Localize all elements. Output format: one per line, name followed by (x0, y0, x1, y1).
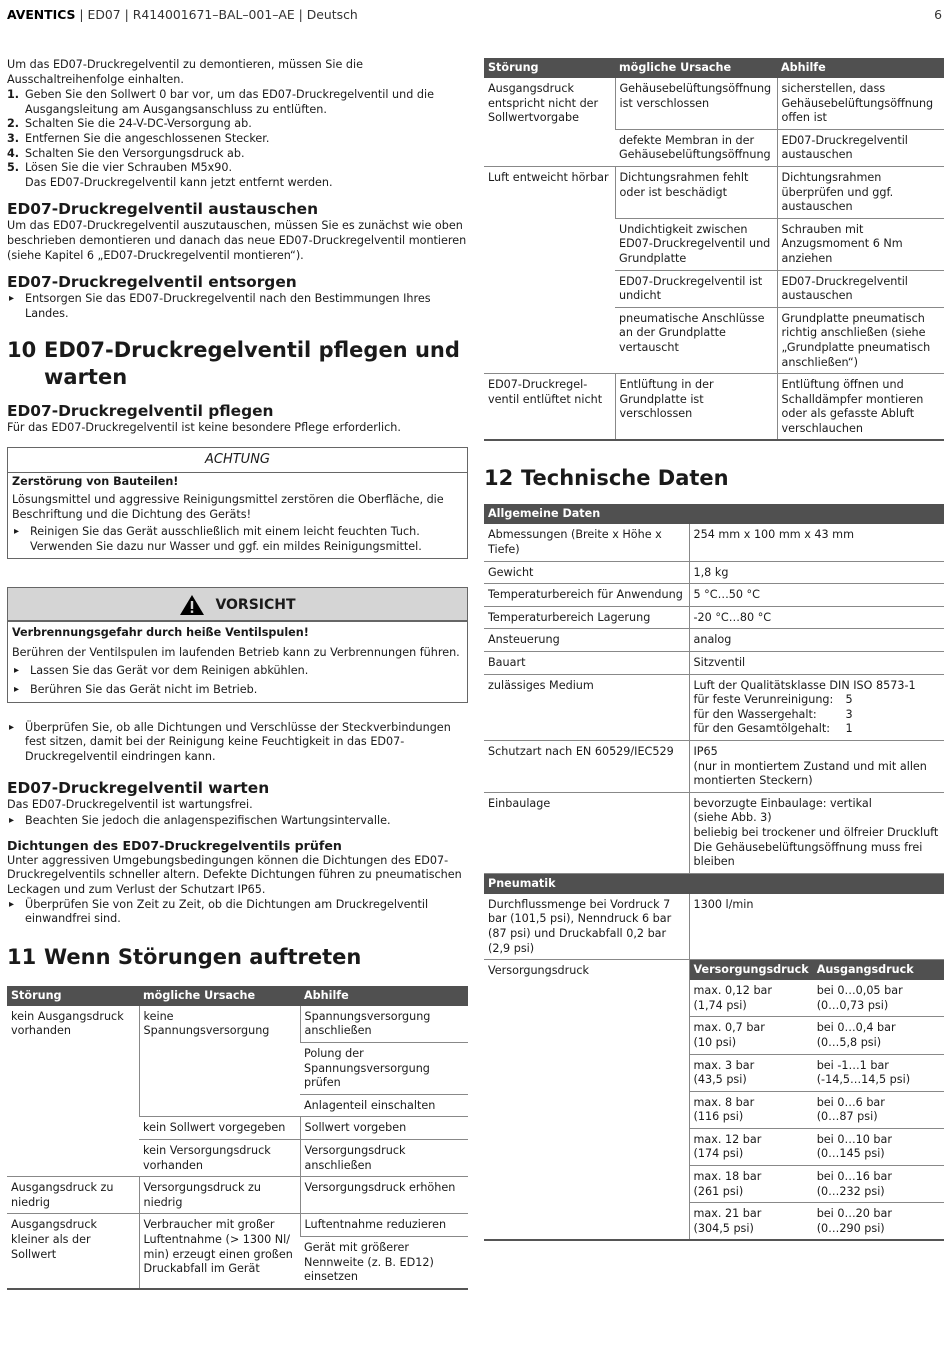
table-row (484, 166, 944, 218)
spec-value: 254 mm x 100 mm x 43 mm (689, 524, 944, 561)
col-header-fault: Störung (484, 58, 615, 78)
remedy-cell: Versorgungsdruck anschließen (300, 1139, 468, 1176)
general-data-heading: Allgemeine Daten (484, 504, 944, 524)
pressure-row: max. 0,12 bar (1,74 psi) bei 0…0,05 bar (0…0,73 psi) (484, 980, 944, 1017)
cause-cell: pneumatische Anschlüsse an der Grundplatte vertauscht (615, 307, 777, 373)
page-number: 6 (934, 7, 942, 22)
care-heading: ED07-Druckregelventil pflegen (7, 402, 274, 421)
table-row (484, 652, 944, 675)
caution-headline: Verbrennungsgefahr durch heiße Ventilspulen! (12, 626, 309, 640)
remedy-cell: Anlagenteil einschalten (300, 1094, 468, 1117)
spec-label: zulässiges Medium (484, 674, 689, 740)
sub-header-supply: Versorgungsdruck (689, 960, 813, 981)
care-text: Für das ED07-Druckregelventil ist keine besondere Pflege erforderlich. (7, 421, 401, 435)
pressure-row: max. 12 bar (174 psi) bei 0…10 bar (0…145 psi) (484, 1128, 944, 1165)
caution-list (12, 664, 463, 698)
cause-cell: kein Versorgungsdruck vorhanden (139, 1139, 300, 1176)
running-header (7, 8, 358, 23)
spec-value: 5 °C…50 °C (689, 584, 944, 607)
seal-item: ▸ Überprüfen Sie von Zeit zu Zeit, ob die Dichtungen am Druckregelventil einwandfrei sind. (7, 898, 468, 927)
caution-title: VORSICHT (215, 597, 296, 614)
table-row (484, 606, 944, 629)
cause-cell: ED07-Druckregelventil ist undicht (615, 270, 777, 307)
table-row (484, 524, 944, 561)
spec-label: Bauart (484, 652, 689, 675)
table-row (484, 561, 944, 584)
dismount-intro: Um das ED07-Druckregelventil zu demontieren, müssen Sie die Ausschaltreihenfolge einhalten. (7, 58, 364, 86)
cause-cell: Versorgungsdruck zu niedrig (139, 1177, 300, 1214)
caution-item: ▸ Lassen Sie das Gerät vor dem Reinigen abkühlen. (12, 664, 463, 679)
spec-label: Temperaturbereich für Anwendung (484, 584, 689, 607)
fault-table-left (7, 986, 468, 1290)
remedy-cell: Grundplatte pneumatisch richtig anschließen (siehe „Grundplatte pneumatisch anschließen“) (777, 307, 944, 373)
col-header-remedy: Abhilfe (777, 58, 944, 78)
remedy-cell: Sollwert vorgeben (300, 1117, 468, 1140)
table-row (7, 1006, 468, 1043)
remedy-cell: Spannungsversorgung anschließen (300, 1006, 468, 1043)
fault-cell: ED07-Druckregel-ventil entlüftet nicht (484, 374, 615, 441)
caution-item: ▸ Berühren Sie das Gerät nicht im Betrieb. (12, 683, 463, 698)
remedy-cell: Gerät mit größerer Nennweite (z. B. ED12) einsetzen (300, 1236, 468, 1288)
section-header (484, 504, 944, 524)
spec-value: Sitzventil (689, 652, 944, 675)
table-row (484, 584, 944, 607)
col-header-remedy: Abhilfe (300, 986, 468, 1006)
pressure-row: max. 21 bar (304,5 psi) bei 0…20 bar (0…290 psi) (484, 1203, 944, 1241)
chapter-11-title: 11 Wenn Störungen auftreten (7, 944, 362, 969)
remedy-cell: Dichtungsrahmen überprüfen und ggf. austauschen (777, 166, 944, 218)
fault-cell: Luft entweicht hörbar (484, 166, 615, 373)
cause-cell: defekte Membran in der Gehäusebelüftungsöffnung (615, 129, 777, 166)
cause-cell: Dichtungsrahmen fehlt oder ist beschädigt (615, 166, 777, 218)
pressure-row: max. 8 bar (116 psi) bei 0…6 bar (0…87 psi) (484, 1091, 944, 1128)
spec-value: bevorzugte Einbaulage: vertikal (siehe Abb. 3) beliebig bei trockener und ölfreier Druckluft Die Gehäusebelüftungsöffnung muss frei bleiben (689, 792, 944, 873)
table-row (484, 674, 944, 740)
warning-triangle-icon (179, 594, 205, 616)
cause-cell: Entlüftung in der Grundplatte ist verschlossen (615, 374, 777, 441)
remedy-cell: Versorgungsdruck erhöhen (300, 1177, 468, 1214)
spec-label: Gewicht (484, 561, 689, 584)
doc-id: | ED07 | R414001671–BAL–001–AE | Deutsch (75, 7, 358, 22)
remedy-cell: Schrauben mit Anzugsmoment 6 Nm anziehen (777, 218, 944, 270)
table-row (484, 374, 944, 441)
spec-label: Versorgungsdruck (484, 960, 689, 1241)
dispose-item: ▸ Entsorgen Sie das ED07-Druckregelventil nach den Bestimmungen Ihres Landes. (7, 292, 468, 321)
dispose-list (7, 292, 468, 321)
col-header-fault: Störung (7, 986, 139, 1006)
remedy-cell: ED07-Druckregelventil austauschen (777, 270, 944, 307)
table-row (484, 792, 944, 873)
check-list (7, 721, 468, 765)
spec-label: Abmessungen (Breite x Höhe x Tiefe) (484, 524, 689, 561)
seal-text: Unter aggressiven Umgebungsbedingungen können die Dichtungen des ED07-Druckregelventils schneller altern. Defekte Dichtungen führen zu pneumatischen Leckagen und zum Verlust der Schutzart IP65. (7, 853, 462, 896)
cause-cell: Verbraucher mit großer Luftentnahme (> 1300 Nl/ min) erzeugt einen großen Druckabfall im Gerät (139, 1214, 300, 1289)
fault-cell: Ausgangsdruck kleiner als der Sollwert (7, 1214, 139, 1289)
step-item: 3. Entfernen Sie die angeschlossenen Stecker. (7, 131, 270, 145)
table-row (484, 960, 944, 981)
spec-label: Temperaturbereich Lagerung (484, 606, 689, 629)
check-item: ▸ Überprüfen Sie, ob alle Dichtungen und Verschlüsse der Steckverbindungen fest sitzen, damit bei der Reinigung keine Feuchtigkeit in das ED07-Druckregelventil eindringen kann. (7, 721, 468, 765)
cause-cell: keine Spannungsversorgung (139, 1006, 300, 1117)
table-row (7, 1214, 468, 1237)
table-row (484, 629, 944, 652)
table-row (484, 741, 944, 793)
cause-cell: Gehäusebelüftungsöffnung ist verschlossen (615, 78, 777, 129)
table-header-row (7, 986, 468, 1006)
seal-list (7, 898, 468, 927)
notice-text: Lösungsmittel und aggressive Reinigungsmittel zerstören die Oberfläche, die Beschriftung und die Dichtung des Geräts! (12, 493, 444, 521)
dispose-heading: ED07-Druckregelventil entsorgen (7, 273, 297, 292)
notice-headline: Zerstörung von Bauteilen! (12, 474, 179, 488)
right-column (484, 58, 944, 1241)
sub-header-output: Ausgangsdruck (813, 960, 944, 981)
remedy-cell: ED07-Druckregelventil austauschen (777, 129, 944, 166)
chapter-12-title: 12 Technische Daten (484, 466, 729, 491)
notice-title: ACHTUNG (8, 448, 467, 473)
step-item: 1. Geben Sie den Sollwert 0 bar vor, um das ED07-Druckregelventil und die Ausgangsleitung am Ausgangsanschluss zu entlüften. (7, 88, 434, 116)
spec-label: Einbaulage (484, 792, 689, 873)
spec-value: IP65 (nur in montiertem Zustand und mit allen montierten Steckern) (689, 741, 944, 793)
caution-text: Berühren der Ventilspulen im laufenden Betrieb kann zu Verbrennungen führen. (12, 646, 460, 660)
fault-cell: Ausgangsdruck entspricht nicht der Sollwertvorgabe (484, 78, 615, 166)
brand-name: AVENTICS (7, 7, 76, 22)
maintain-list (7, 814, 468, 829)
seal-heading: Dichtungen des ED07-Druckregelventils prüfen (7, 837, 342, 853)
tech-data-table (484, 504, 944, 1241)
remedy-cell: Polung der Spannungsversorgung prüfen (300, 1042, 468, 1094)
left-column (7, 58, 468, 1290)
section-header (484, 873, 944, 894)
table-row (7, 1177, 468, 1214)
remedy-cell: Entlüftung öffnen und Schalldämpfer montieren oder als gefasste Abluft verschlauchen (777, 374, 944, 441)
replace-text: Um das ED07-Druckregelventil auszutauschen, müssen Sie es zunächst wie oben beschrieben demontieren und danach das neue ED07-Druckregelventil montieren (siehe Kapitel 6 „ED07-Druckregelventil montieren“). (7, 219, 467, 262)
chapter-10-title: 10 ED07-Druckregelventil pflegen und warten (7, 338, 460, 390)
spec-value: -20 °C…80 °C (689, 606, 944, 629)
table-row (484, 78, 944, 129)
col-header-cause: mögliche Ursache (139, 986, 300, 1006)
step-item: 4. Schalten Sie den Versorgungsdruck ab. (7, 146, 245, 160)
step-item: 2. Schalten Sie die 24-V-DC-Versorgung ab. (7, 117, 252, 131)
maintain-heading: ED07-Druckregelventil warten (7, 778, 270, 797)
caution-title-bar (8, 588, 467, 621)
cause-cell: Undichtigkeit zwischen ED07-Druckregelventil und Grundplatte (615, 218, 777, 270)
step-result: Das ED07-Druckregelventil kann jetzt entfernt werden. (25, 175, 333, 189)
pressure-row: max. 3 bar (43,5 psi) bei -1…1 bar (-14,5…14,5 psi) (484, 1054, 944, 1091)
fault-cell: Ausgangsdruck zu niedrig (7, 1177, 139, 1214)
table-row (484, 894, 944, 960)
cause-cell: kein Sollwert vorgegeben (139, 1117, 300, 1140)
spec-label: Schutzart nach EN 60529/IEC529 (484, 741, 689, 793)
table-header-row (484, 58, 944, 78)
remedy-cell: sicherstellen, dass Gehäusebelüftungsöffnung offen ist (777, 78, 944, 129)
pressure-row: max. 18 bar (261 psi) bei 0…16 bar (0…232 psi) (484, 1166, 944, 1203)
spec-label: Durchflussmenge bei Vordruck 7 bar (101,5 psi), Nenndruck 6 bar (87 psi) und Druckabfall 0,2 bar (2,9 psi) (484, 894, 689, 960)
fault-cell: kein Ausgangsdruck vorhanden (7, 1006, 139, 1177)
spec-value: Luft der Qualitätsklasse DIN ISO 8573-1 für feste Verunreinigung: 5 für den Wassergehalt: 3 für den Gesamtölgehalt: 1 (689, 674, 944, 740)
col-header-cause: mögliche Ursache (615, 58, 777, 78)
notice-box (7, 447, 468, 560)
pneumatics-heading: Pneumatik (484, 873, 944, 894)
step-item: 5. Lösen Sie die vier Schrauben M5x90. (7, 161, 233, 175)
spec-label: Ansteuerung (484, 629, 689, 652)
spec-value: 1300 l/min (689, 894, 944, 960)
notice-list (12, 525, 463, 554)
replace-heading: ED07-Druckregelventil austauschen (7, 200, 319, 219)
pressure-row: max. 0,7 bar (10 psi) bei 0…0,4 bar (0…5,8 psi) (484, 1017, 944, 1054)
maintain-text: Das ED07-Druckregelventil ist wartungsfrei. (7, 797, 253, 811)
spec-value: 1,8 kg (689, 561, 944, 584)
spec-value: analog (689, 629, 944, 652)
caution-box (7, 587, 468, 702)
maintain-item: ▸ Beachten Sie jedoch die anlagenspezifischen Wartungsintervalle. (7, 814, 468, 829)
notice-item: ▸ Reinigen Sie das Gerät ausschließlich mit einem leicht feuchten Tuch. Verwenden Sie dazu nur Wasser und ggf. ein mildes Reinigungsmittel. (12, 525, 463, 554)
remedy-cell: Luftentnahme reduzieren (300, 1214, 468, 1237)
fault-table-right (484, 58, 944, 441)
dismount-steps (7, 88, 468, 190)
